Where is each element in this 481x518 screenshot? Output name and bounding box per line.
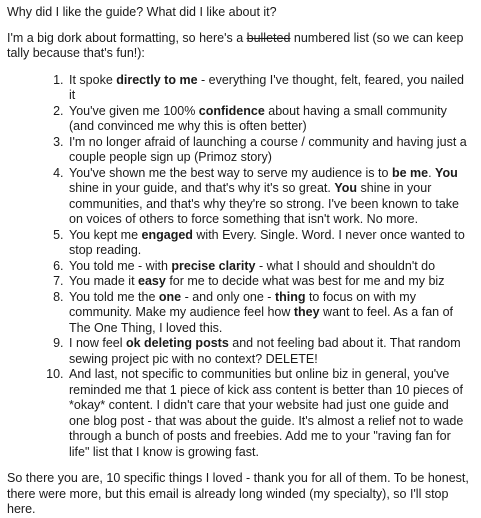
numbered-list xyxy=(7,73,473,461)
item-text: about having a small community (and convinced me why this is often better) xyxy=(69,103,447,133)
item-bold: easy xyxy=(138,274,166,288)
item-bold: directly to me xyxy=(116,72,198,87)
item-bold: You xyxy=(334,181,358,195)
item-text: shine in your communities, and that's why they're so strong. I've been known to take on voices of others to force something that isn't work. No more. xyxy=(69,181,460,226)
item-text: You made it xyxy=(69,274,139,288)
list-item xyxy=(67,274,473,290)
item-text: to focus on with my community. Make my audience feel how xyxy=(69,289,416,319)
intro-dork-paragraph xyxy=(7,31,473,62)
list-item xyxy=(67,166,473,228)
dork-before: I'm a big dork about formatting, so here's a xyxy=(7,30,247,45)
list-item xyxy=(67,228,473,259)
item-bold: confidence xyxy=(198,103,265,118)
item-text: And last, not specific to communities but online biz in general, you've reminded me that 1 piece of kick ass content is better than 10 pieces of *okay* content. I didn't care that your website had just one guide and one blog post - that was about the guide. It's almost a relief not to wade through a bunch of posts and freebies. Add me to your "raving fan for life" list that I know is growing fast. xyxy=(69,367,464,459)
item-bold: ok deleting posts xyxy=(125,336,229,350)
item-bold: they xyxy=(293,305,320,319)
item-text: - and only one - xyxy=(181,289,275,304)
item-bold: one xyxy=(158,289,182,304)
item-text: . xyxy=(428,165,436,180)
item-text: - everything I've thought, felt, feared, you nailed it xyxy=(69,72,464,102)
item-text: You've shown me the best way to serve my audience is to xyxy=(69,165,392,180)
dork-struck-word: bulleted xyxy=(246,30,291,45)
item-text: You've given me 100% xyxy=(69,103,199,118)
item-bold: precise clarity xyxy=(171,258,256,273)
item-bold: You xyxy=(435,165,458,180)
intro-question: Why did I like the guide? What did I like about it? xyxy=(7,5,277,19)
item-text: - what I should and shouldn't do xyxy=(255,258,436,273)
item-text: and not feeling bad about it. That random sewing project pic with no context? DELETE! xyxy=(69,336,461,366)
list-item xyxy=(67,290,473,337)
list-item xyxy=(67,336,473,367)
item-text: want to feel. As a fan of The One Thing, I loved this. xyxy=(69,305,453,335)
item-text: You kept me xyxy=(69,227,142,242)
item-text: for me to decide what was best for me and my biz xyxy=(165,274,445,288)
closing-paragraph: So there you are, 10 specific things I loved - thank you for all of them. To be honest, there were more, but this email is already long winded (my specialty), so I'll stop here. xyxy=(7,471,469,516)
item-text: with Every. Single. Word. I never once wanted to stop reading. xyxy=(69,227,465,257)
list-item xyxy=(67,73,473,104)
item-text: It spoke xyxy=(69,72,117,87)
item-text: You told me - with xyxy=(69,258,172,273)
list-item xyxy=(67,367,473,460)
item-text: You told me the xyxy=(69,289,159,304)
item-text: I now feel xyxy=(69,336,126,350)
dork-after: numbered list (so we can keep tally because that's fun!): xyxy=(7,30,464,60)
list-item xyxy=(67,135,473,166)
list-item xyxy=(67,259,473,275)
item-text: shine in your guide, and that's why it's so great. xyxy=(69,181,335,195)
item-text: I'm no longer afraid of launching a course / community and having just a couple people sign up (Primoz story) xyxy=(69,134,467,164)
list-item xyxy=(67,104,473,135)
item-bold: engaged xyxy=(141,227,193,242)
item-bold: thing xyxy=(274,289,306,304)
item-bold: be me xyxy=(391,165,429,180)
